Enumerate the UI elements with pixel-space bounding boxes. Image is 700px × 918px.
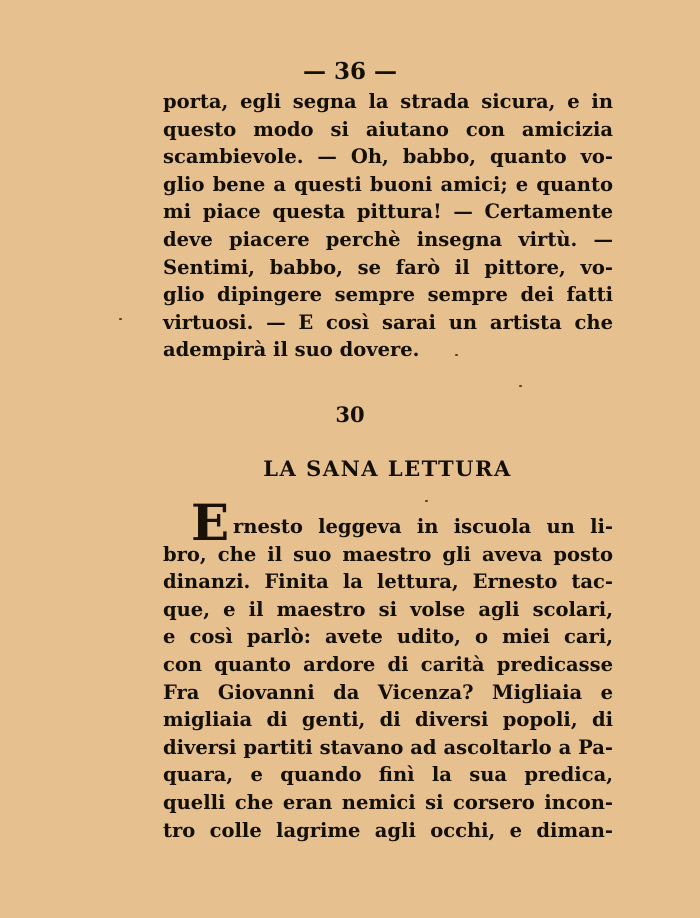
continued-paragraph — [163, 88, 613, 364]
text-line: tro colle lagrime agli occhi, e diman- — [163, 818, 613, 842]
text-line: virtuosi. — E così sarai un artista che — [163, 310, 613, 334]
text-line: mi piace questa pittura! — Certamente — [163, 200, 613, 224]
text-line: dinanzi. Finita la lettura, Ernesto tac- — [163, 570, 613, 594]
section-title: LA SANA LETTURA — [263, 456, 512, 481]
text-line: porta, egli segna la strada sicura, e in — [163, 90, 613, 113]
page-number: — 36 — — [302, 58, 398, 85]
text-line: e così parlò: avete udito, o miei cari, — [163, 625, 613, 649]
paper-speck — [519, 385, 522, 387]
text-line: adempirà il suo dovere. — [163, 338, 420, 362]
section-number: 30 — [335, 402, 365, 427]
paper-speck — [425, 500, 428, 502]
text-line: quelli che eran nemici si corsero incon- — [163, 790, 613, 814]
text-line: que, e il maestro si volse agli scolari, — [163, 597, 613, 621]
section-paragraph — [163, 513, 613, 844]
text-line: bro, che il suo maestro gli aveva posto — [163, 542, 613, 566]
text-line: glio dipingere sempre sempre dei fatti — [163, 283, 613, 307]
text-line: deve piacere perchè insegna virtù. — — [163, 227, 613, 251]
text-line: scambievole. — Oh, babbo, quanto vo- — [163, 145, 613, 169]
text-line: quara, e quando finì la sua predica, — [163, 763, 613, 787]
text-line: glio bene a questi buoni amici; e quanto — [163, 172, 613, 196]
text-line: migliaia di genti, di diversi popoli, di — [163, 708, 613, 732]
text-line: con quanto ardore di carità predicasse — [163, 652, 613, 676]
paper-speck — [119, 318, 122, 320]
drop-cap: E — [190, 493, 230, 552]
text-line: rnesto leggeva in iscuola un li- — [233, 515, 613, 538]
text-line: Sentimi, babbo, se farò il pittore, vo- — [163, 255, 613, 279]
paper-speck — [455, 354, 458, 356]
text-line: Fra Giovanni da Vicenza? Migliaia e — [163, 680, 613, 704]
text-line: questo modo si aiutano con amicizia — [163, 117, 613, 141]
text-line: diversi partiti stavano ad ascoltarlo a Pa- — [163, 735, 613, 759]
